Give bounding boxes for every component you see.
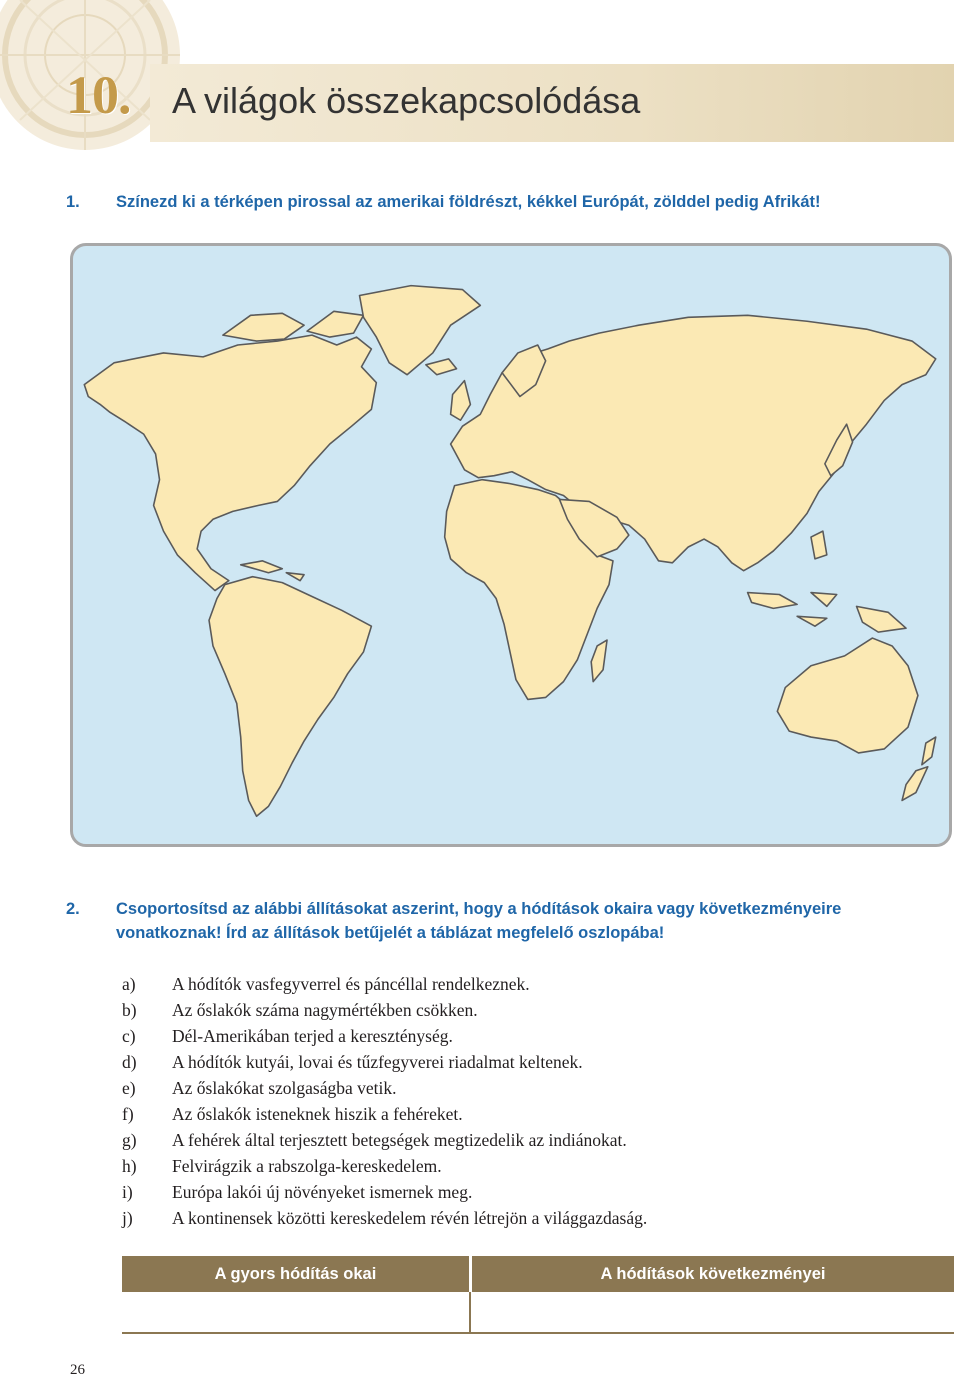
caribbean-islands-shape bbox=[241, 561, 283, 573]
statement-letter: f) bbox=[122, 1104, 134, 1124]
task-2-text-line2: vonatkoznak! Írd az állítások betűjelét a táblázat megfelelő oszlopába! bbox=[116, 924, 665, 942]
indonesia-shape bbox=[811, 593, 837, 607]
statement-text: A hódítók kutyái, lovai és tűzfegyverei riadalmat keltenek. bbox=[172, 1052, 583, 1072]
task-2-text-line1: Csoportosítsd az alábbi állításokat aszerint, hogy a hódítások okaira vagy következményeire bbox=[116, 900, 842, 918]
greenland-shape[interactable] bbox=[360, 286, 481, 375]
world-map[interactable] bbox=[70, 243, 952, 847]
task-1-number: 1. bbox=[66, 193, 80, 211]
statement-letter: c) bbox=[122, 1026, 136, 1046]
new-zealand-shape bbox=[922, 737, 936, 765]
statement-text: Az őslakók isteneknek hiszik a fehéreket. bbox=[172, 1104, 463, 1124]
statement-item bbox=[122, 997, 647, 1023]
table-header-row bbox=[122, 1256, 954, 1292]
australia-shape[interactable] bbox=[777, 638, 918, 753]
task-1-instruction bbox=[66, 190, 821, 214]
britain-shape bbox=[451, 381, 471, 421]
statement-letter: a) bbox=[122, 974, 136, 994]
statement-text: A fehérek által terjesztett betegségek megtizedelik az indiánokat. bbox=[172, 1130, 627, 1150]
statement-item bbox=[122, 1101, 647, 1127]
statement-letter: g) bbox=[122, 1130, 137, 1150]
chapter-number: 10. bbox=[66, 65, 131, 125]
statement-item bbox=[122, 1153, 647, 1179]
task-2-number: 2. bbox=[66, 900, 80, 918]
statement-item bbox=[122, 1205, 647, 1231]
statement-text: Az őslakók száma nagymértékben csökken. bbox=[172, 1000, 478, 1020]
iceland-shape bbox=[426, 359, 457, 375]
statement-text: A hódítók vasfegyverrel és páncéllal rendelkeznek. bbox=[172, 974, 530, 994]
page-number: 26 bbox=[70, 1362, 85, 1378]
indonesia-shape bbox=[797, 616, 827, 626]
table-row bbox=[122, 1292, 954, 1333]
statement-letter: e) bbox=[122, 1078, 136, 1098]
statement-item bbox=[122, 971, 647, 997]
statement-text: Az őslakókat szolgaságba vetik. bbox=[172, 1078, 397, 1098]
statement-text: A kontinensek közötti kereskedelem révén létrejön a világgazdaság. bbox=[172, 1208, 648, 1228]
statement-text: Európa lakói új növényeket ismernek meg. bbox=[172, 1182, 473, 1202]
statement-item bbox=[122, 1127, 647, 1153]
task-1-text: Színezd ki a térképen pirossal az amerikai földrészt, kékkel Európát, zölddel pedig Afrikát! bbox=[116, 193, 821, 211]
column-header-causes: A gyors hódítás okai bbox=[122, 1256, 470, 1292]
new-guinea-shape bbox=[857, 606, 907, 632]
task-2-instruction bbox=[66, 897, 956, 945]
chapter-title: A világok összekapcsolódása bbox=[172, 80, 641, 121]
indonesia-shape bbox=[748, 593, 798, 609]
statement-letter: i) bbox=[122, 1182, 133, 1202]
statement-item bbox=[122, 1075, 647, 1101]
answer-cell-causes[interactable] bbox=[122, 1292, 470, 1333]
arctic-islands-shape bbox=[307, 311, 363, 337]
statement-text: Dél-Amerikában terjed a kereszténység. bbox=[172, 1026, 453, 1046]
north-america-shape[interactable] bbox=[84, 335, 376, 590]
new-zealand-shape bbox=[902, 767, 928, 801]
world-map-icon bbox=[73, 246, 949, 844]
statement-letter: h) bbox=[122, 1156, 137, 1176]
caribbean-islands-shape bbox=[286, 573, 304, 581]
answer-table bbox=[122, 1256, 954, 1334]
statement-letter: b) bbox=[122, 1000, 137, 1020]
arctic-islands-shape bbox=[223, 313, 304, 341]
statement-text: Felvirágzik a rabszolga-kereskedelem. bbox=[172, 1156, 442, 1176]
south-america-shape[interactable] bbox=[209, 577, 371, 817]
philippines-shape bbox=[811, 531, 827, 559]
madagascar-shape bbox=[591, 640, 607, 682]
statement-item bbox=[122, 1049, 647, 1075]
statement-letter: j) bbox=[122, 1208, 133, 1228]
column-header-consequences: A hódítások következményei bbox=[470, 1256, 954, 1292]
statement-letter: d) bbox=[122, 1052, 137, 1072]
answer-cell-consequences[interactable] bbox=[470, 1292, 954, 1333]
statement-list bbox=[122, 971, 647, 1231]
statement-item bbox=[122, 1023, 647, 1049]
statement-item bbox=[122, 1179, 647, 1205]
